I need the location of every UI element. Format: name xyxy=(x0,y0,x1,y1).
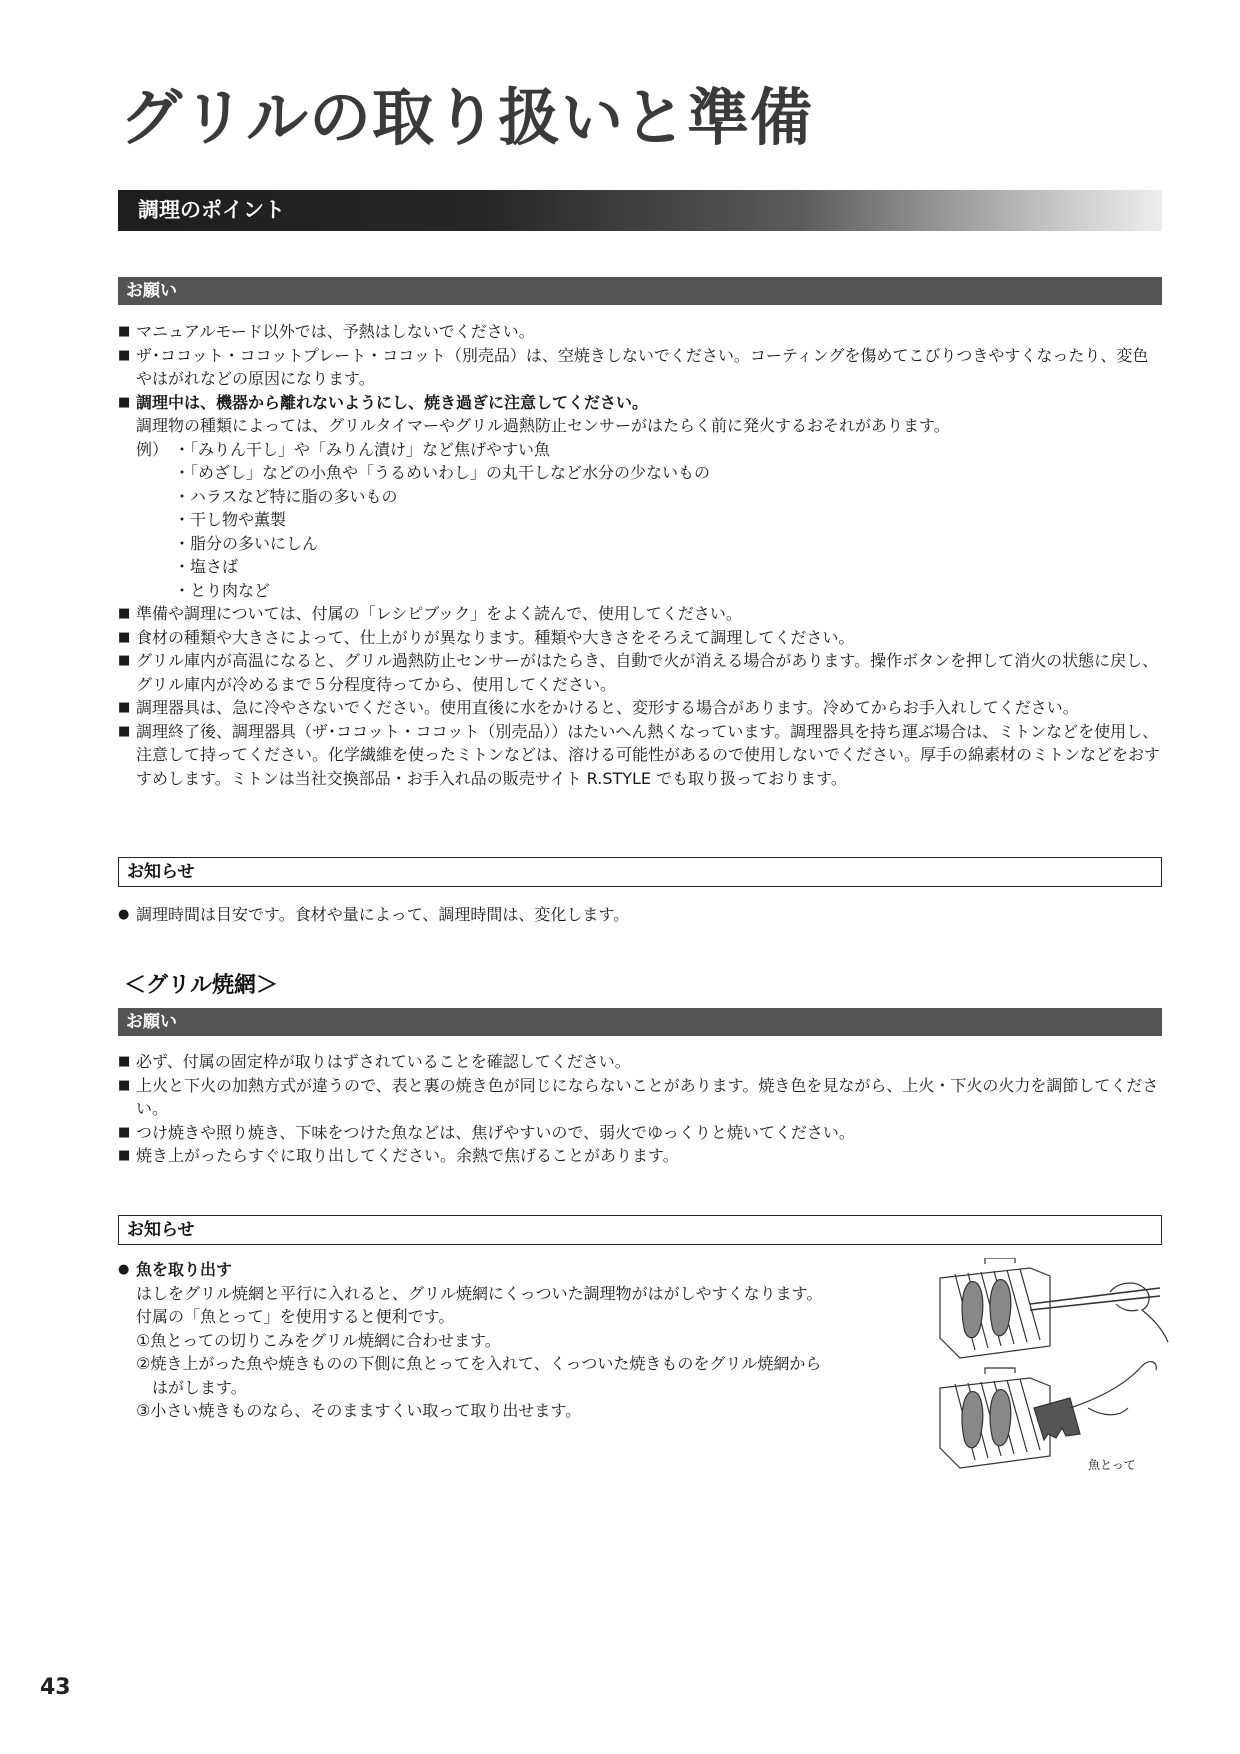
list-item: ● 魚を取り出す xyxy=(118,1258,918,1282)
oshirase-header-label: お知らせ xyxy=(127,1220,195,1240)
example-item: ・とり肉など xyxy=(174,580,271,600)
list-item: ■ 焼き上がったらすぐに取り出してください。余熱で焦げることがあります。 xyxy=(118,1144,1162,1168)
oshirase-list xyxy=(118,903,1162,927)
section-banner-label: 調理のポイント xyxy=(138,198,285,222)
section-banner xyxy=(118,190,1162,231)
chopsticks-icon xyxy=(1030,1283,1168,1342)
warning-note: 調理物の種類によっては、グリルタイマーやグリル過熱防止センサーがはたらく前に発火するおそれがあります。 xyxy=(136,416,950,435)
round-bullet-icon: ● xyxy=(118,1262,130,1277)
square-bullet-icon: ■ xyxy=(118,629,131,645)
square-bullet-icon: ■ xyxy=(118,700,131,715)
fish-icon xyxy=(962,1390,1011,1448)
square-bullet-icon: ■ xyxy=(118,1148,131,1163)
square-bullet-icon: ■ xyxy=(118,723,131,739)
fish-icon xyxy=(962,1280,1011,1338)
list-item: ■ 上火と下火の加熱方式が違うので、表と裏の焼き色が同じにならないことがあります。焼き色を見ながら、上火・下火の火力を調節してください。 xyxy=(118,1075,1159,1118)
onegai-header-label: お願い xyxy=(126,1012,177,1032)
fish-removal-note xyxy=(118,1258,918,1423)
list-item-warning: ■ 調理中は、機器から離れないようにし、焼き過ぎに注意してください。 xyxy=(118,391,1162,415)
onegai-header xyxy=(118,1008,1162,1036)
page-number: 43 xyxy=(40,1675,71,1700)
list-item: ■ ザ･ココット・ココットプレート・ココット（別売品）は、空焼きしないでください。コーティングを傷めてこびりつきやすくなったり、変色やはがれなどの原因になります。 xyxy=(118,345,1149,388)
square-bullet-icon: ■ xyxy=(118,606,131,621)
list-item: ■ 必ず、付属の固定枠が取りはずされていることを確認してください。 xyxy=(118,1050,1162,1074)
square-bullet-icon: ■ xyxy=(118,653,131,668)
round-bullet-icon: ● xyxy=(118,907,130,922)
page-title: グリルの取り扱いと準備 xyxy=(120,81,814,154)
note-line: ③小さい焼きものなら、そのまますくい取って取り出せます。 xyxy=(136,1401,582,1420)
list-item: ● 調理時間は目安です。食材や量によって、調理時間は、変化します。 xyxy=(118,903,1162,927)
onegai-header xyxy=(118,277,1162,305)
list-item: ■ 食材の種類や大きさによって、仕上がりが異なります。種類や大きさをそろえて調理してください。 xyxy=(118,626,1162,650)
fish-lifter-icon xyxy=(1034,1362,1156,1440)
note-line: はがします。 xyxy=(136,1377,247,1397)
example-label: 例） xyxy=(136,439,169,459)
list-item: ■ 調理器具は、急に冷やさないでください。使用直後に水をかけると、変形する場合があります。冷めてからお手入れしてください。 xyxy=(118,696,1162,720)
example-item: ・ハラスなど特に脂の多いもの xyxy=(174,486,398,506)
example-item: ・塩さば xyxy=(174,557,239,576)
note-line: ①魚とっての切りこみをグリル焼網に合わせます。 xyxy=(136,1330,501,1350)
example-row: 例） ・「みりん干し」や「みりん漬け」など焦げやすい魚 xyxy=(118,438,1162,462)
onegai-list xyxy=(118,1050,1162,1168)
square-bullet-icon: ■ xyxy=(118,347,131,363)
oshirase-header xyxy=(118,857,1162,887)
square-bullet-icon: ■ xyxy=(118,324,131,339)
example-item: ・脂分の多いにしん xyxy=(174,533,319,553)
note-line: 付属の「魚とって」を使用すると便利です。 xyxy=(136,1307,455,1326)
example-item: ・「めざし」などの小魚や「うるめいわし」の丸干しなど水分の少ないもの xyxy=(174,463,711,482)
square-bullet-icon: ■ xyxy=(118,1077,131,1093)
square-bullet-icon: ■ xyxy=(118,1124,131,1140)
list-item: ■ 準備や調理については、付属の「レシピブック」をよく読んで、使用してください。 xyxy=(118,602,1162,626)
list-item: ■ 調理終了後、調理器具（ザ･ココット・ココット（別売品））はたいへん熱くなっています。調理器具を持ち運ぶ場合は、ミトンなどを使用し、注意して持ってください。化学繊維を使ったミトンなどは、溶ける可能性があるので使用しないでください。厚手の綿素材のミトンなどをおすすめします。ミトンは当社交換部品・お手入れ品の販売サイト R.STYLE でも取り扱っております。 xyxy=(118,721,1161,788)
list-item: ■ マニュアルモード以外では、予熱はしないでください。 xyxy=(118,320,1162,344)
grill-net-heading: ＜グリル焼網＞ xyxy=(124,973,279,998)
note-line: はしをグリル焼網と平行に入れると、グリル焼網にくっついた調理物がはがしやすくなります。 xyxy=(136,1283,823,1303)
square-bullet-icon: ■ xyxy=(118,1054,131,1069)
grill-net-illustration xyxy=(930,1258,1170,1478)
example-item: ・干し物や薫製 xyxy=(174,510,287,529)
onegai-list xyxy=(118,320,1162,790)
onegai-header-label: お願い xyxy=(126,281,177,301)
list-item: ■ グリル庫内が高温になると、グリル過熱防止センサーがはたらき、自動で火が消える場合があります。操作ボタンを押して消火の状態に戻し、グリル庫内が冷めるまで５分程度待ってから、使用してください。 xyxy=(118,651,1159,694)
fish-lifter-label: 魚とって xyxy=(1088,1458,1136,1472)
square-bullet-icon: ■ xyxy=(118,394,131,410)
oshirase-header xyxy=(118,1215,1162,1245)
list-item: ■ つけ焼きや照り焼き、下味をつけた魚などは、焦げやすいので、弱火でゆっくりと焼いてください。 xyxy=(118,1121,1162,1145)
oshirase-header-label: お知らせ xyxy=(127,862,195,882)
note-line: ②焼き上がった魚や焼きものの下側に魚とってを入れて、くっついた焼きものをグリル焼網から xyxy=(136,1354,822,1373)
